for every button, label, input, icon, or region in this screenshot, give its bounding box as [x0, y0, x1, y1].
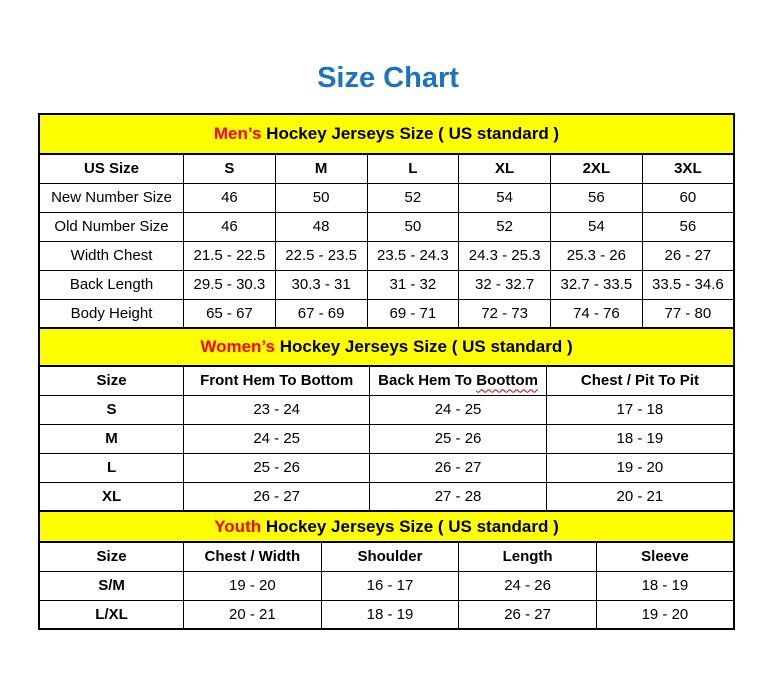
- row-label: L: [39, 453, 184, 482]
- column-header: 3XL: [642, 154, 734, 183]
- table-row: [39, 241, 734, 270]
- column-header: L: [367, 154, 459, 183]
- row-label: M: [39, 424, 184, 453]
- womens-header-row: [39, 366, 734, 395]
- size-value: 24 - 25: [370, 395, 547, 424]
- column-header: S: [184, 154, 276, 183]
- size-value: 52: [459, 212, 551, 241]
- size-value: 52: [367, 183, 459, 212]
- size-value: 20 - 21: [546, 482, 734, 511]
- size-value: 19 - 20: [596, 600, 734, 629]
- womens-section-banner: [38, 327, 735, 367]
- column-header: Shoulder: [321, 542, 459, 571]
- womens-banner-text: Hockey Jerseys Size ( US standard ): [274, 337, 573, 356]
- row-label: Old Number Size: [39, 212, 184, 241]
- size-value: 16 - 17: [321, 571, 459, 600]
- column-header: Length: [459, 542, 597, 571]
- table-row: [39, 270, 734, 299]
- youth-section-banner: [38, 510, 735, 543]
- row-label: L/XL: [39, 600, 184, 629]
- size-value: 22.5 - 23.5: [275, 241, 367, 270]
- size-value: 25 - 26: [184, 453, 370, 482]
- size-value: 30.3 - 31: [275, 270, 367, 299]
- size-value: 50: [367, 212, 459, 241]
- size-value: 33.5 - 34.6: [642, 270, 734, 299]
- size-value: 69 - 71: [367, 299, 459, 328]
- mens-banner-highlight: Men’s: [213, 124, 262, 143]
- size-value: 31 - 32: [367, 270, 459, 299]
- size-value: 32 - 32.7: [459, 270, 551, 299]
- womens-banner-highlight: Women’s: [200, 337, 275, 356]
- size-value: 26 - 27: [642, 241, 734, 270]
- column-header: 2XL: [550, 154, 642, 183]
- size-chart-tables: [38, 113, 735, 630]
- size-value: 77 - 80: [642, 299, 734, 328]
- size-value: 23.5 - 24.3: [367, 241, 459, 270]
- size-value: 18 - 19: [546, 424, 734, 453]
- size-value: 50: [275, 183, 367, 212]
- size-value: 17 - 18: [546, 395, 734, 424]
- row-label: S: [39, 395, 184, 424]
- size-value: 24 - 25: [184, 424, 370, 453]
- size-value: 29.5 - 30.3: [184, 270, 276, 299]
- size-value: 46: [184, 212, 276, 241]
- size-value: 48: [275, 212, 367, 241]
- size-value: 24 - 26: [459, 571, 597, 600]
- table-row: [39, 482, 734, 511]
- mens-size-section: [38, 113, 735, 329]
- table-row: [39, 299, 734, 328]
- row-label: XL: [39, 482, 184, 511]
- table-row: [39, 183, 734, 212]
- table-row: [39, 424, 734, 453]
- row-label: Width Chest: [39, 241, 184, 270]
- row-label: New Number Size: [39, 183, 184, 212]
- size-value: 19 - 20: [546, 453, 734, 482]
- table-row: [39, 571, 734, 600]
- size-value: 74 - 76: [550, 299, 642, 328]
- column-header: Back Hem To Boottom: [370, 366, 547, 395]
- page-title: Size Chart: [317, 62, 459, 94]
- row-label: Body Height: [39, 299, 184, 328]
- youth-size-section: [38, 510, 735, 630]
- mens-size-table: [38, 153, 735, 329]
- size-value: 72 - 73: [459, 299, 551, 328]
- size-value: 19 - 20: [184, 571, 322, 600]
- size-value: 18 - 19: [596, 571, 734, 600]
- size-value: 56: [642, 212, 734, 241]
- table-row: [39, 212, 734, 241]
- mens-banner-text: Hockey Jerseys Size ( US standard ): [261, 124, 560, 143]
- size-value: 32.7 - 33.5: [550, 270, 642, 299]
- size-value: 26 - 27: [370, 453, 547, 482]
- size-value: 54: [459, 183, 551, 212]
- mens-section-banner: [38, 113, 735, 155]
- size-value: 54: [550, 212, 642, 241]
- column-header: Sleeve: [596, 542, 734, 571]
- size-value: 26 - 27: [184, 482, 370, 511]
- size-value: 25 - 26: [370, 424, 547, 453]
- row-label: Back Length: [39, 270, 184, 299]
- youth-banner-highlight: Youth: [214, 516, 262, 536]
- womens-size-table: [38, 365, 735, 512]
- size-value: 18 - 19: [321, 600, 459, 629]
- column-header: Front Hem To Bottom: [184, 366, 370, 395]
- youth-banner-text: Hockey Jerseys Size ( US standard ): [261, 516, 559, 536]
- mens-header-row: [39, 154, 734, 183]
- column-header: XL: [459, 154, 551, 183]
- size-value: 20 - 21: [184, 600, 322, 629]
- size-value: 60: [642, 183, 734, 212]
- misspelled-word: Boottom: [476, 372, 538, 390]
- size-value: 25.3 - 26: [550, 241, 642, 270]
- size-value: 65 - 67: [184, 299, 276, 328]
- womens-size-section: [38, 327, 735, 512]
- column-header: M: [275, 154, 367, 183]
- size-value: 21.5 - 22.5: [184, 241, 276, 270]
- column-header: US Size: [39, 154, 184, 183]
- column-header: Chest / Width: [184, 542, 322, 571]
- column-header: Chest / Pit To Pit: [546, 366, 734, 395]
- size-value: 26 - 27: [459, 600, 597, 629]
- size-value: 23 - 24: [184, 395, 370, 424]
- size-value: 67 - 69: [275, 299, 367, 328]
- column-header: Size: [39, 366, 184, 395]
- youth-header-row: [39, 542, 734, 571]
- row-label: S/M: [39, 571, 184, 600]
- youth-size-table: [38, 541, 735, 630]
- table-row: [39, 395, 734, 424]
- table-row: [39, 453, 734, 482]
- size-value: 46: [184, 183, 276, 212]
- table-row: [39, 600, 734, 629]
- size-value: 27 - 28: [370, 482, 547, 511]
- size-value: 24.3 - 25.3: [459, 241, 551, 270]
- size-value: 56: [550, 183, 642, 212]
- column-header: Size: [39, 542, 184, 571]
